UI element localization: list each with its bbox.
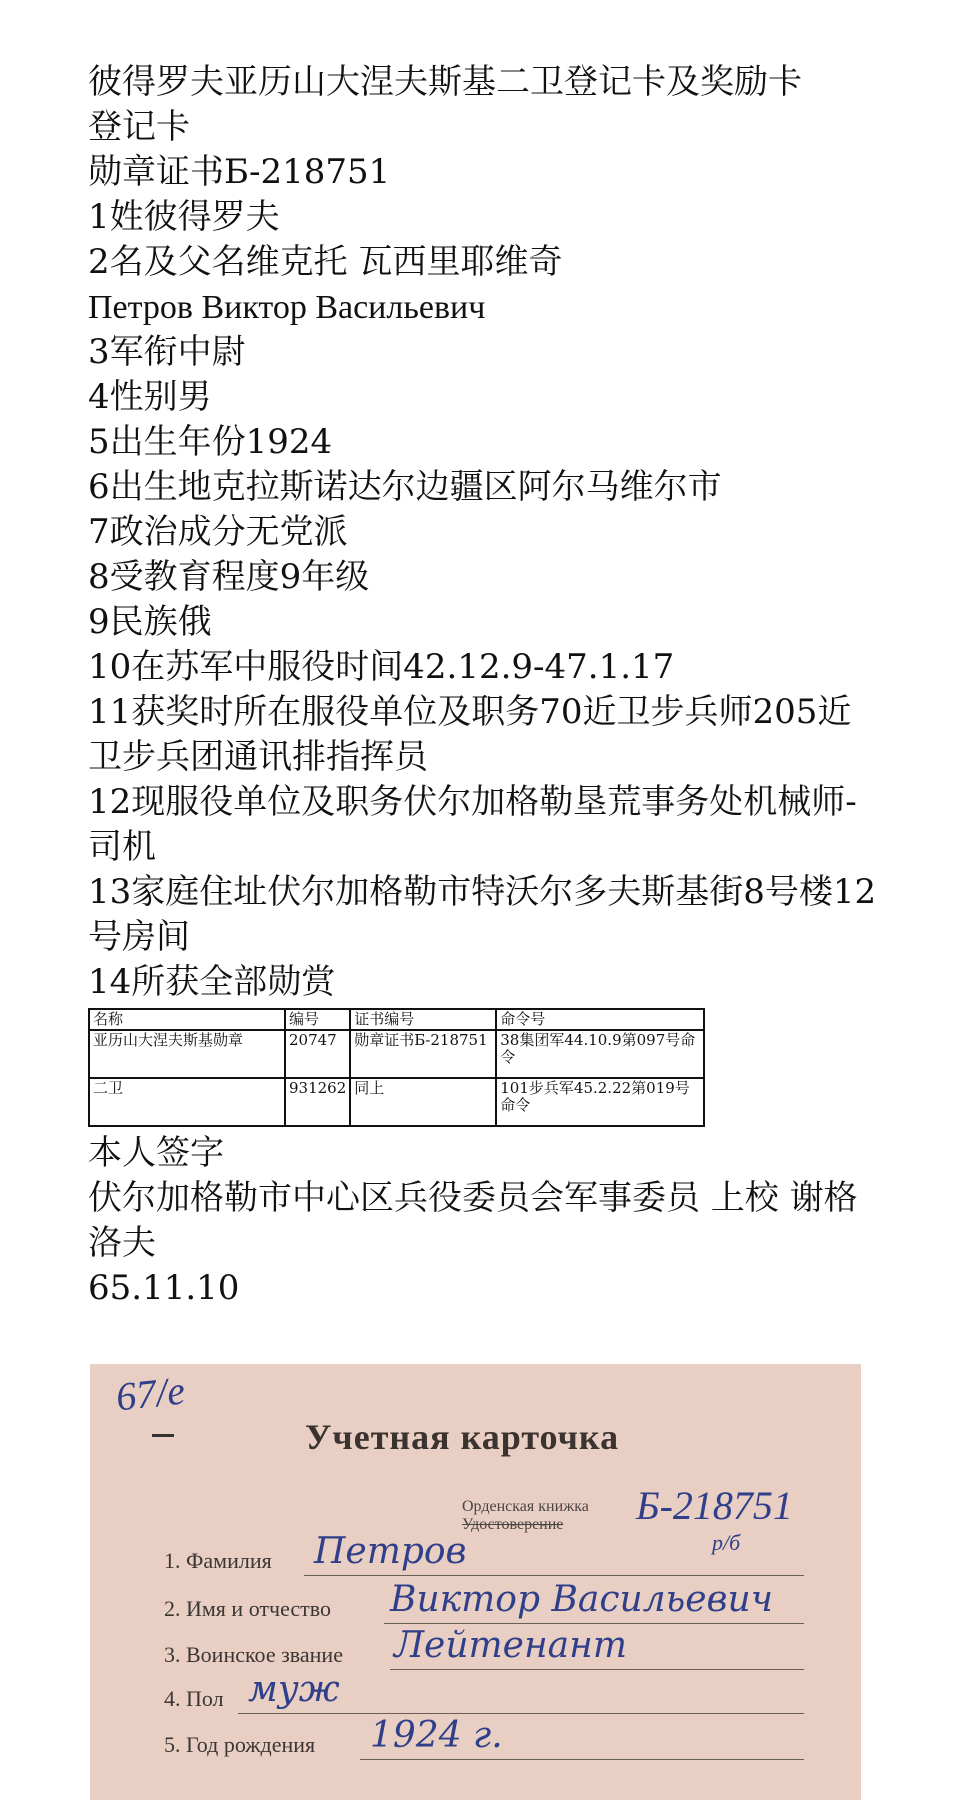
table-cell: 亚历山大涅夫斯基勋章 <box>89 1030 285 1078</box>
card-type: 登记卡 <box>88 107 190 147</box>
scan-field-handwriting: Лейтенант <box>394 1625 627 1666</box>
scan-field-handwriting: 1924 г. <box>370 1715 503 1756</box>
table-cell: 101步兵军45.2.22第019号命令 <box>496 1078 704 1126</box>
scan-field-row <box>164 1715 804 1764</box>
underline <box>304 1575 804 1576</box>
signature-line: 本人签字 <box>88 1133 224 1173</box>
scan-field-label: 4. Пол <box>164 1686 224 1711</box>
scan-field-label: 3. Воинское звание <box>164 1642 343 1667</box>
field-education: 8受教育程度9年级 <box>88 557 370 597</box>
table-header-row <box>89 1009 704 1030</box>
field-sex: 4性别男 <box>88 377 212 417</box>
table-cell: 同上 <box>350 1078 496 1126</box>
struck-label: Удостоверение <box>462 1516 564 1533</box>
scan-field-handwriting: Виктор Васильевич <box>390 1579 774 1620</box>
field-name-russian: Петров Виктор Васильевич <box>88 289 486 326</box>
scan-field-row <box>164 1531 804 1580</box>
table-cell: 二卫 <box>89 1078 285 1126</box>
field-name-patronymic: 2名及父名维克托 瓦西里耶维奇 <box>88 242 563 282</box>
column-header: 证书编号 <box>350 1009 496 1030</box>
scanned-card-image <box>90 1364 861 1800</box>
field-awards-heading: 14所获全部勋赏 <box>88 962 336 1002</box>
corner-handwritten-note: 67/е <box>113 1367 188 1420</box>
scan-field-handwriting: муж <box>248 1669 340 1710</box>
date-line: 65.11.10 <box>88 1268 240 1308</box>
field-surname: 1姓彼得罗夫 <box>88 197 280 237</box>
scan-field-label: 2. Имя и отчество <box>164 1596 332 1621</box>
field-nationality: 9民族俄 <box>88 602 212 642</box>
field-rank: 3军衔中尉 <box>88 332 246 372</box>
table-row <box>89 1030 704 1078</box>
table-cell: 勋章证书Б-218751 <box>350 1030 496 1078</box>
column-header: 名称 <box>89 1009 285 1030</box>
scan-field-label: 1. Фамилия <box>164 1548 272 1573</box>
field-address: 13家庭住址伏尔加格勒市特沃尔多夫斯基街8号楼12号房间 <box>88 872 877 957</box>
commissar-line: 伏尔加格勒市中心区兵役委员会军事委员 上校 谢格洛夫 <box>88 1178 858 1263</box>
scan-heading: Учетная карточка <box>305 1417 620 1457</box>
order-book-number: Б-218751 <box>636 1483 793 1528</box>
scan-field-row <box>164 1625 804 1674</box>
scan-field-row <box>164 1579 804 1628</box>
field-current-unit: 12现服役单位及职务伏尔加格勒垦荒事务处机械师-司机 <box>88 782 857 867</box>
card-transcription <box>88 60 878 1311</box>
underline <box>360 1759 804 1760</box>
order-book-label: Орденская книжка <box>462 1498 589 1515</box>
underline <box>238 1713 804 1714</box>
underline <box>384 1623 804 1624</box>
scan-field-handwriting: Петров <box>314 1531 467 1572</box>
table-cell: 20747 <box>285 1030 350 1078</box>
table-cell: 38集团军44.10.9第097号命令 <box>496 1030 704 1078</box>
awards-table <box>88 1008 705 1127</box>
book-suffix: р/б <box>712 1530 741 1555</box>
field-party: 7政治成分无党派 <box>88 512 348 552</box>
field-unit-at-award: 11获奖时所在服役单位及职务70近卫步兵师205近卫步兵团通讯排指挥员 <box>88 692 852 777</box>
table-row <box>89 1078 704 1126</box>
column-header: 编号 <box>285 1009 350 1030</box>
column-header: 命令号 <box>496 1009 704 1030</box>
field-birthplace: 6出生地克拉斯诺达尔边疆区阿尔马维尔市 <box>88 467 722 507</box>
underline <box>390 1669 804 1670</box>
document-title: 彼得罗夫亚历山大涅夫斯基二卫登记卡及奖励卡 <box>88 62 802 102</box>
field-service-period: 10在苏军中服役时间42.12.9-47.1.17 <box>88 647 675 687</box>
divider <box>152 1434 174 1437</box>
scan-field-row <box>164 1669 804 1718</box>
scan-field-label: 5. Год рождения <box>164 1732 316 1757</box>
table-cell: 931262 <box>285 1078 350 1126</box>
certificate-number: 勋章证书Б-218751 <box>88 152 391 192</box>
field-birth-year: 5出生年份1924 <box>88 422 333 462</box>
